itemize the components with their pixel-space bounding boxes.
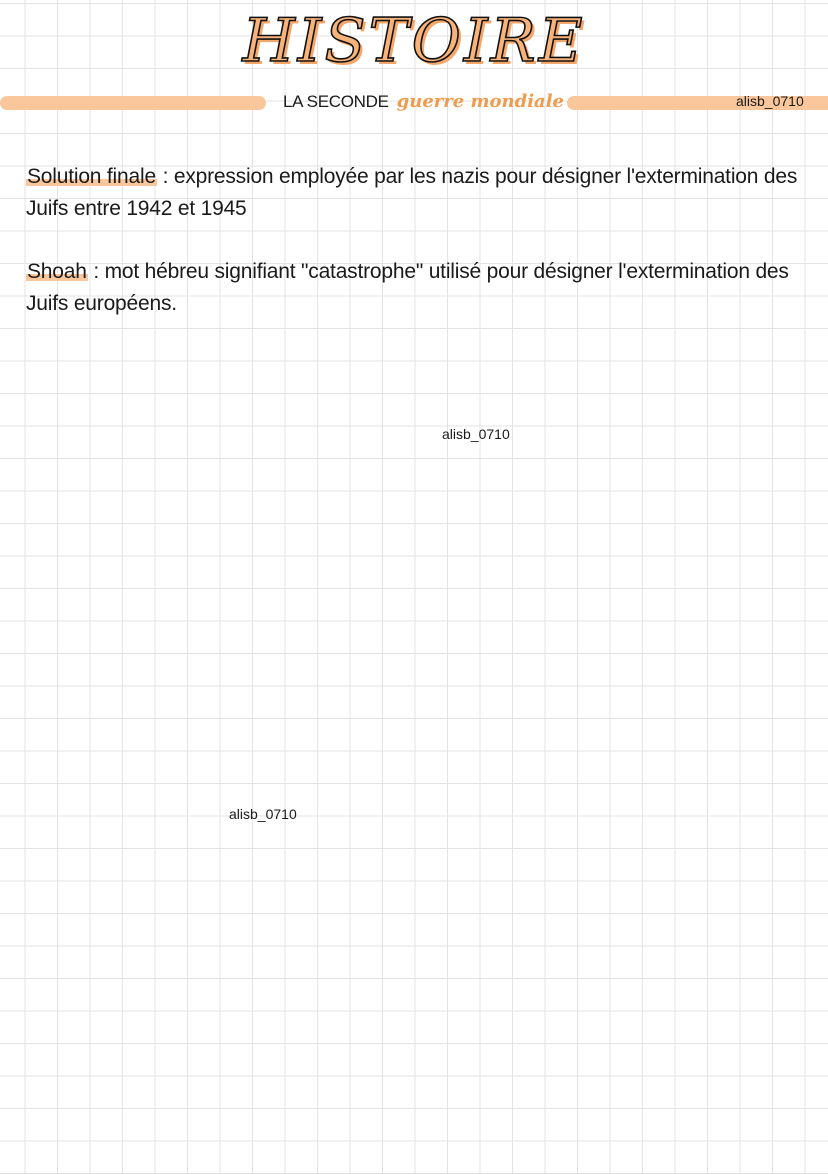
author-handle: alisb_0710 <box>736 93 804 109</box>
definition-separator: : <box>156 165 174 188</box>
definition-term: Shoah <box>27 260 87 283</box>
page-subtitle <box>283 91 564 117</box>
definition-text: mot hébreu signifiant "catastrophe" utilisé pour désigner l'extermination des Juifs européens. <box>26 260 789 315</box>
header-band-left <box>0 96 266 110</box>
watermark-handle: alisb_0710 <box>229 806 297 822</box>
subtitle-main: LA SECONDE <box>283 92 389 111</box>
definition-solution-finale <box>26 161 816 225</box>
watermark-handle: alisb_0710 <box>442 426 510 442</box>
definition-separator: : <box>87 260 105 283</box>
definition-text: expression employée par les nazis pour désigner l'extermination des Juifs entre 1942 et 1945 <box>26 165 798 220</box>
subtitle-accent: guerre mondiale <box>396 91 564 112</box>
definition-shoah <box>26 256 816 320</box>
definition-term: Solution finale <box>27 165 156 188</box>
page-title: HISTOIRE <box>242 6 586 76</box>
